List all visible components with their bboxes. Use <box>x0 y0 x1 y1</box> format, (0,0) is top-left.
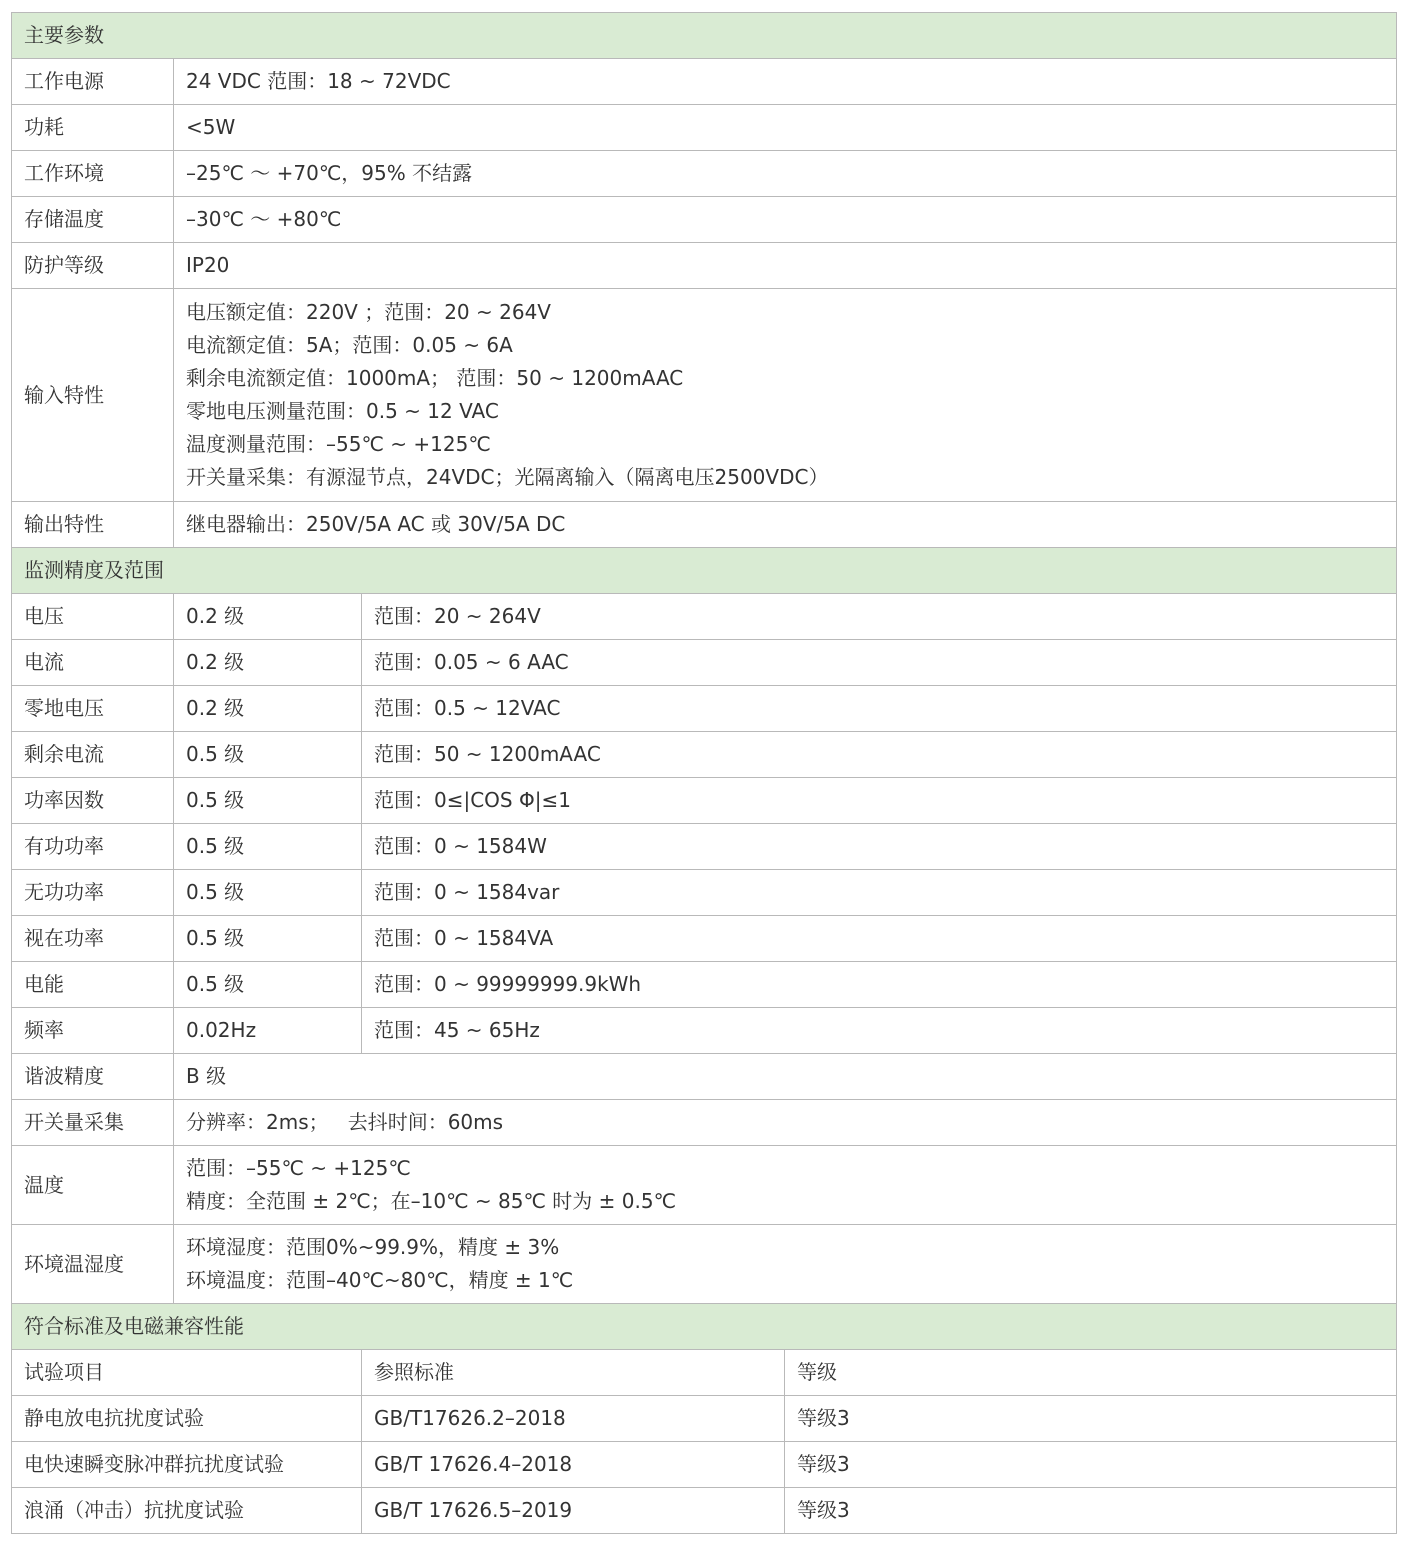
monitor-label: 视在功率 <box>12 916 174 962</box>
monitor-range: 范围：0.05 ~ 6 AAC <box>362 640 1397 686</box>
param-value <box>174 1146 1397 1225</box>
monitor-label: 频率 <box>12 1008 174 1054</box>
table-row <box>12 1146 1397 1225</box>
table-row <box>12 1396 1397 1442</box>
monitor-accuracy: 0.02Hz <box>174 1008 362 1054</box>
input-line: 剩余电流额定值：1000mA； 范围：50 ~ 1200mAAC <box>186 366 684 390</box>
table-row <box>12 105 1397 151</box>
param-value: <5W <box>174 105 1397 151</box>
param-label: 功耗 <box>12 105 174 151</box>
monitor-accuracy: 0.5 级 <box>174 870 362 916</box>
test-level: 等级3 <box>785 1442 1397 1488</box>
env-line: 环境湿度：范围0%~99.9%，精度 ± 3% <box>186 1235 560 1259</box>
table-row <box>12 962 1397 1008</box>
param-label: 开关量采集 <box>12 1100 174 1146</box>
monitor-accuracy: 0.2 级 <box>174 594 362 640</box>
param-value: 24 VDC 范围：18 ~ 72VDC <box>174 59 1397 105</box>
table-row <box>12 197 1397 243</box>
param-value: IP20 <box>174 243 1397 289</box>
param-label: 工作环境 <box>12 151 174 197</box>
monitor-accuracy: 0.5 级 <box>174 824 362 870</box>
table-row <box>12 243 1397 289</box>
param-value <box>174 1225 1397 1304</box>
temperature-line: 范围：–55℃ ~ +125℃ <box>186 1156 411 1180</box>
table-row <box>12 870 1397 916</box>
monitor-accuracy: 0.5 级 <box>174 962 362 1008</box>
table-row <box>12 502 1397 548</box>
monitor-accuracy: 0.5 级 <box>174 778 362 824</box>
monitor-range: 范围：50 ~ 1200mAAC <box>362 732 1397 778</box>
monitor-label: 电能 <box>12 962 174 1008</box>
param-label: 谐波精度 <box>12 1054 174 1100</box>
column-header-item: 试验项目 <box>12 1350 362 1396</box>
table-row <box>12 1008 1397 1054</box>
table-row <box>12 59 1397 105</box>
input-line: 零地电压测量范围：0.5 ~ 12 VAC <box>186 399 499 423</box>
input-line: 电流额定值：5A；范围：0.05 ~ 6A <box>186 333 513 357</box>
column-header-standard: 参照标准 <box>362 1350 785 1396</box>
test-item: 浪涌（冲击）抗扰度试验 <box>12 1488 362 1534</box>
param-label: 温度 <box>12 1146 174 1225</box>
monitor-accuracy: 0.5 级 <box>174 732 362 778</box>
env-line: 环境温度：范围–40℃~80℃，精度 ± 1℃ <box>186 1268 574 1292</box>
table-row <box>12 1442 1397 1488</box>
monitor-label: 有功功率 <box>12 824 174 870</box>
table-row <box>12 686 1397 732</box>
test-standard: GB/T17626.2–2018 <box>362 1396 785 1442</box>
param-label: 输入特性 <box>12 289 174 502</box>
section-header <box>12 13 1397 59</box>
table-row <box>12 778 1397 824</box>
monitor-range: 范围：0 ~ 1584W <box>362 824 1397 870</box>
param-value: 继电器输出：250V/5A AC 或 30V/5A DC <box>174 502 1397 548</box>
input-line: 开关量采集：有源湿节点，24VDC；光隔离输入（隔离电压2500VDC） <box>186 465 829 489</box>
monitor-range: 范围：0 ~ 1584var <box>362 870 1397 916</box>
table-row <box>12 594 1397 640</box>
monitor-range: 范围：0 ~ 99999999.9kWh <box>362 962 1397 1008</box>
monitor-label: 电流 <box>12 640 174 686</box>
param-value: B 级 <box>174 1054 1397 1100</box>
table-row <box>12 824 1397 870</box>
spec-table <box>11 12 1397 1534</box>
param-value <box>174 289 1397 502</box>
section-header <box>12 1304 1397 1350</box>
table-row <box>12 640 1397 686</box>
monitor-accuracy: 0.5 级 <box>174 916 362 962</box>
table-header-row <box>12 1350 1397 1396</box>
monitor-label: 功率因数 <box>12 778 174 824</box>
temperature-line: 精度：全范围 ± 2℃；在–10℃ ~ 85℃ 时为 ± 0.5℃ <box>186 1189 677 1213</box>
test-item: 静电放电抗扰度试验 <box>12 1396 362 1442</box>
param-label: 防护等级 <box>12 243 174 289</box>
section-title: 符合标准及电磁兼容性能 <box>12 1304 1397 1350</box>
monitor-range: 范围：45 ~ 65Hz <box>362 1008 1397 1054</box>
test-standard: GB/T 17626.4–2018 <box>362 1442 785 1488</box>
monitor-range: 范围：0 ~ 1584VA <box>362 916 1397 962</box>
table-row <box>12 1054 1397 1100</box>
test-item: 电快速瞬变脉冲群抗扰度试验 <box>12 1442 362 1488</box>
param-label: 工作电源 <box>12 59 174 105</box>
table-row <box>12 1488 1397 1534</box>
monitor-accuracy: 0.2 级 <box>174 686 362 732</box>
monitor-range: 范围：20 ~ 264V <box>362 594 1397 640</box>
monitor-range: 范围：0.5 ~ 12VAC <box>362 686 1397 732</box>
table-row <box>12 916 1397 962</box>
monitor-accuracy: 0.2 级 <box>174 640 362 686</box>
column-header-level: 等级 <box>785 1350 1397 1396</box>
test-standard: GB/T 17626.5–2019 <box>362 1488 785 1534</box>
monitor-range: 范围：0≤|COS Φ|≤1 <box>362 778 1397 824</box>
param-label: 存储温度 <box>12 197 174 243</box>
param-label: 环境温湿度 <box>12 1225 174 1304</box>
test-level: 等级3 <box>785 1488 1397 1534</box>
section-title: 主要参数 <box>12 13 1397 59</box>
section-header <box>12 548 1397 594</box>
monitor-label: 无功功率 <box>12 870 174 916</box>
table-row <box>12 289 1397 502</box>
param-value: –30℃ ～ +80℃ <box>174 197 1397 243</box>
param-label: 输出特性 <box>12 502 174 548</box>
table-row <box>12 732 1397 778</box>
section-title: 监测精度及范围 <box>12 548 1397 594</box>
table-row <box>12 1100 1397 1146</box>
monitor-label: 剩余电流 <box>12 732 174 778</box>
table-row <box>12 151 1397 197</box>
input-line: 温度测量范围：–55℃ ~ +125℃ <box>186 432 491 456</box>
param-value: –25℃ ～ +70℃，95% 不结露 <box>174 151 1397 197</box>
monitor-label: 零地电压 <box>12 686 174 732</box>
test-level: 等级3 <box>785 1396 1397 1442</box>
input-line: 电压额定值：220V ；范围：20 ~ 264V <box>186 300 551 324</box>
param-value: 分辨率：2ms； 去抖时间：60ms <box>174 1100 1397 1146</box>
table-row <box>12 1225 1397 1304</box>
monitor-label: 电压 <box>12 594 174 640</box>
